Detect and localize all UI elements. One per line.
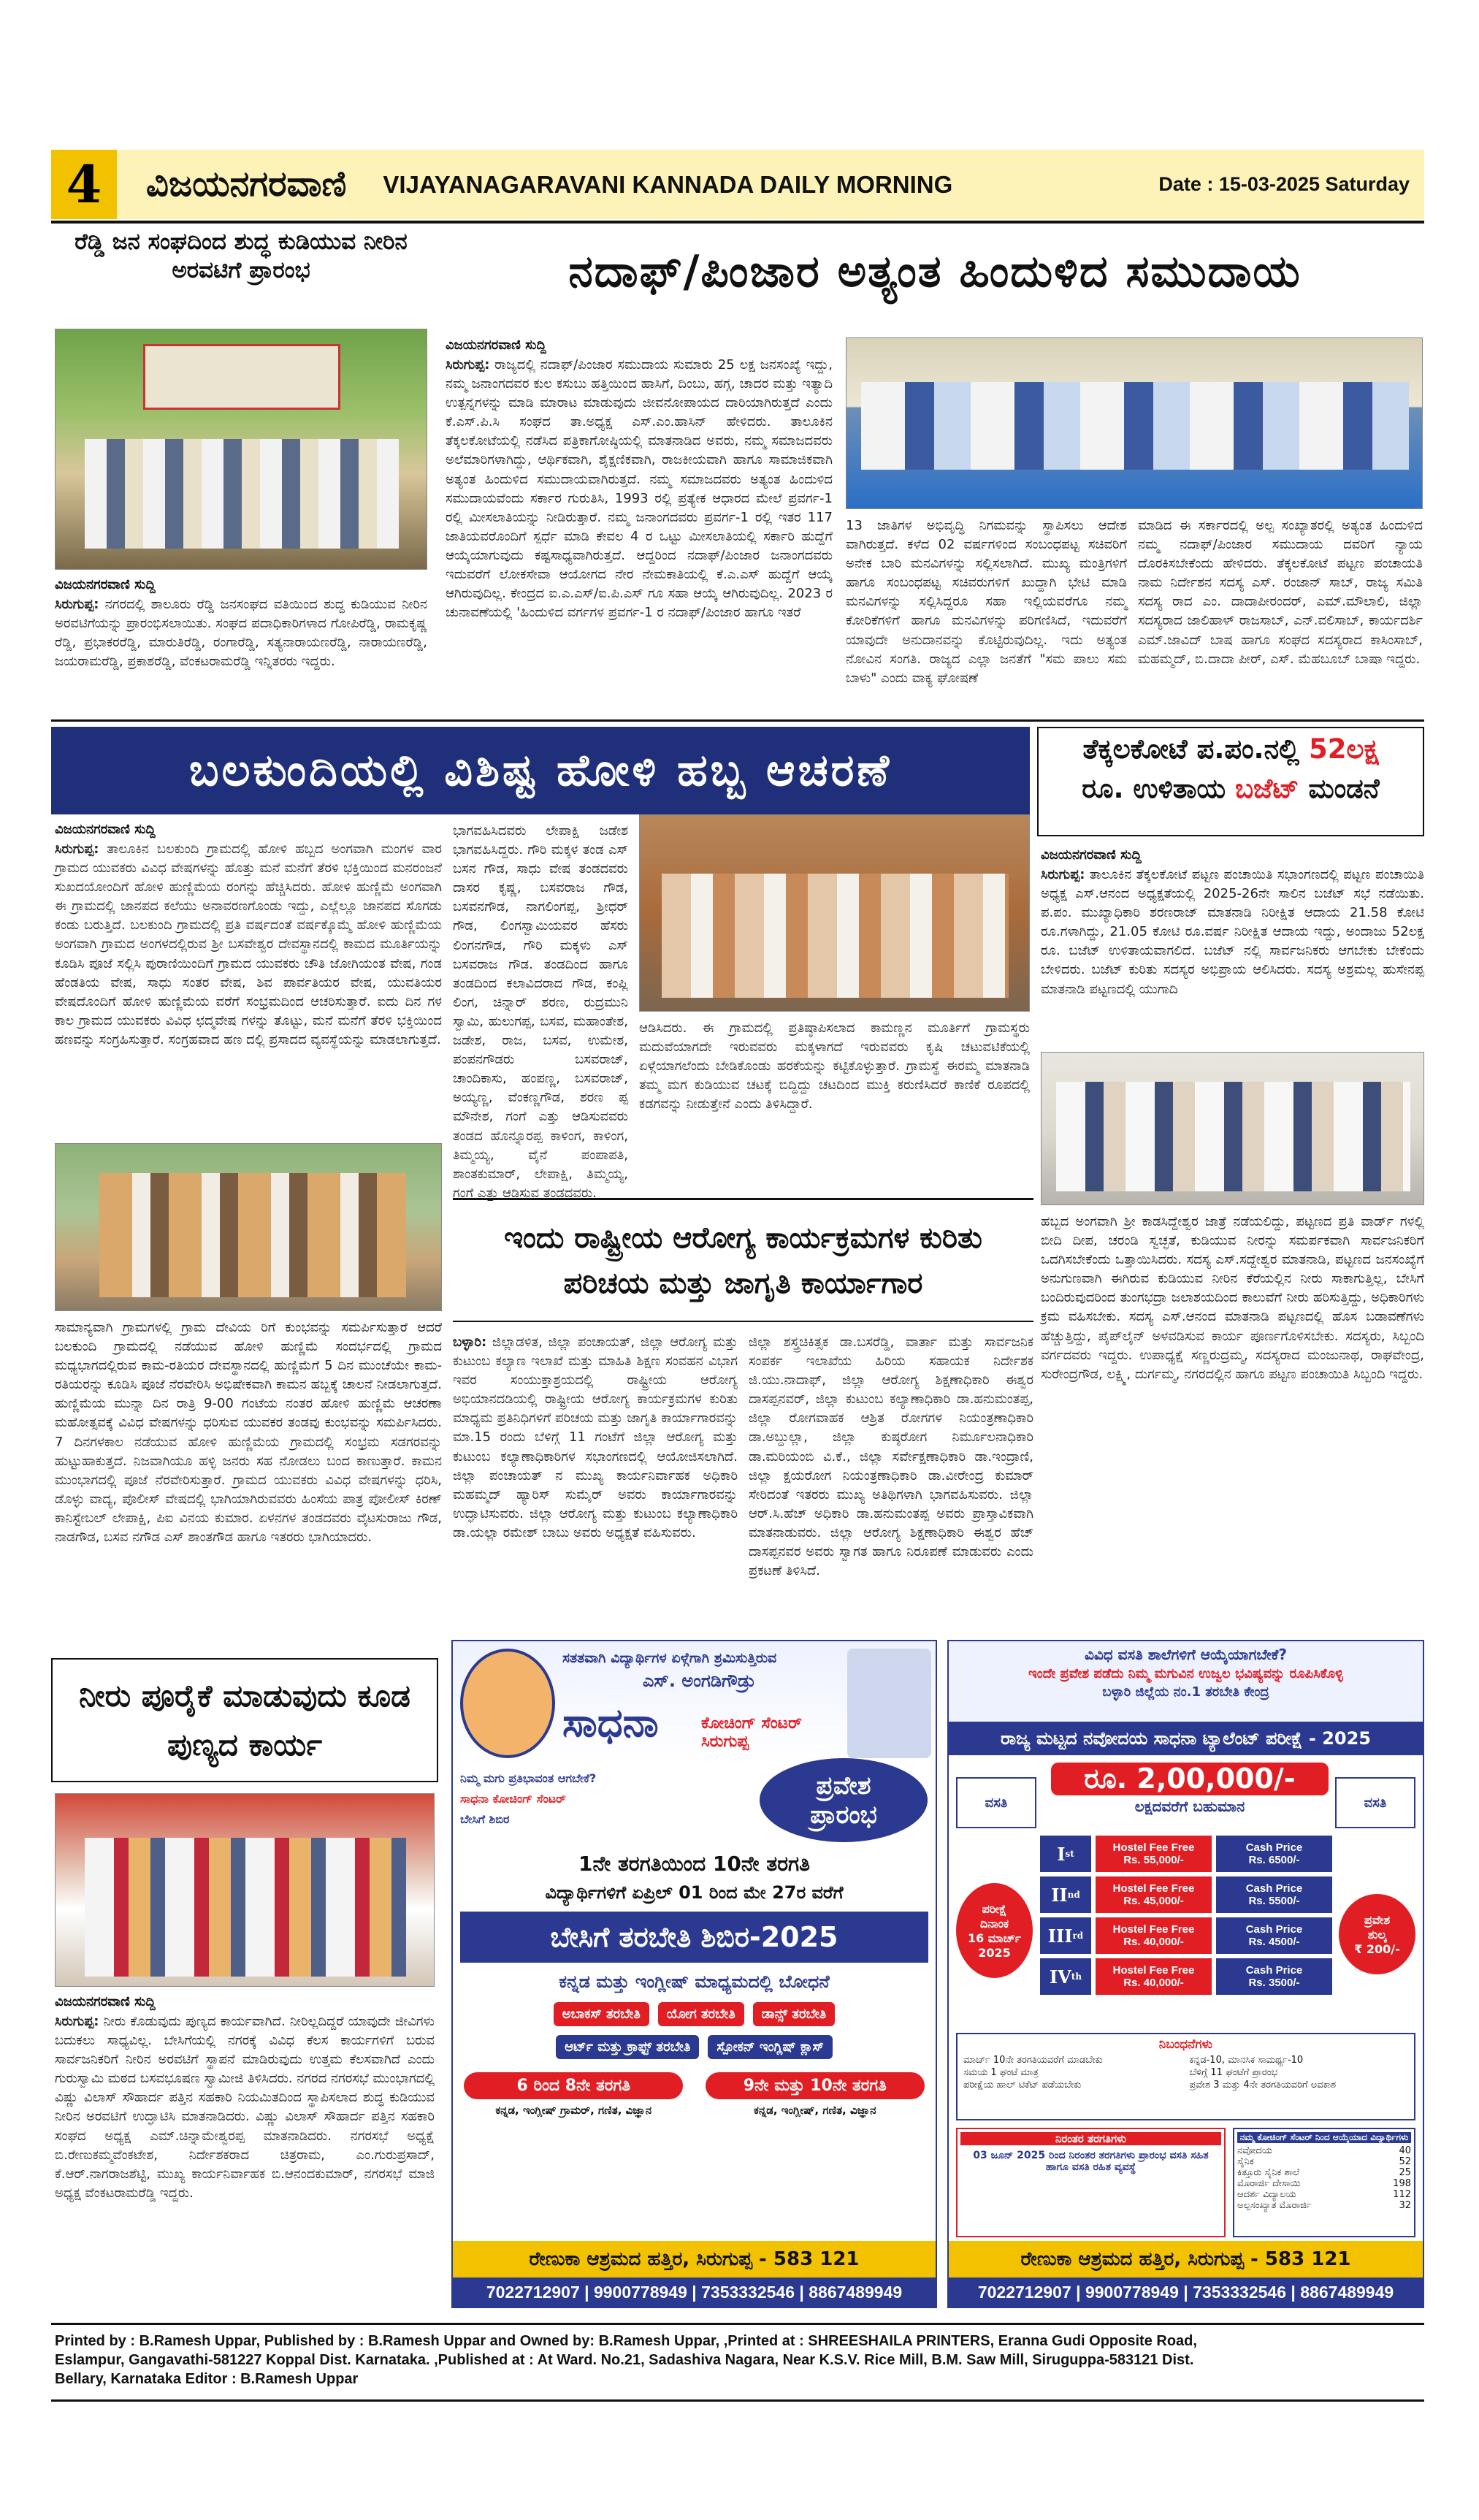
- stat-name: ನವೋದಯ: [1237, 2145, 1272, 2156]
- prize-hostel: [1096, 1958, 1212, 1995]
- article-budget-place: ಸಿರುಗುಪ್ಪ:: [1041, 867, 1085, 882]
- footer-line2: Eslampur, Gangavathi-581227 Koppal Dist. Karnataka. ,Published at : At Ward. No.21, Sadashiva Nagara, Near K.S.V. Rice Mill, B.M. Saw Mill, Siruguppa-583121 Dist.: [55, 2352, 1194, 2368]
- stat-name: ಕಿತ್ತೂರು ಸೈನಿಕ ಶಾಲೆ: [1237, 2167, 1299, 2178]
- prize-rank-suffix: rd: [1072, 1931, 1084, 1941]
- ad2-rules-box: [956, 2033, 1415, 2120]
- health-headline-box: [453, 1198, 1033, 1322]
- article-holi-headline: ಬಲಕುಂದಿಯಲ್ಲಿ ವಿಶಿಷ್ಟ ಹೋಳಿ ಹಬ್ಬ ಆಚರಣೆ: [188, 744, 893, 796]
- article-holi-text1: ತಾಲೂಕಿನ ಬಲಕುಂದಿ ಗ್ರಾಮದಲ್ಲಿ ಹೋಳಿ ಹಬ್ಬದ ಅಂಗವಾಗಿ ಮಂಗಳ ವಾರ ಗ್ರಾಮದ ಯುವಕರು ವಿವಿಧ ವೇಷಗಳನ್ನು ಹೊತ್ತು ಮನೆ ಮನೆಗೆ ತೆರಳಿ ಭಕ್ತಿಯಿಂದ ಮನರಂಜನೆ ಸುಖದಯೋಂದಿಗೆ ಹೋಳಿ ಹುಣ್ಣಿಮೆಯ ರಂಗನ್ನು ಹೆಚ್ಚಿಸಿದರು. ಹೋಳಿ ಹುಣ್ಣಿಮೆ ಅಂಗವಾಗಿ ಈ ಗ್ರಾಮದಲ್ಲಿ ಜಾನಪದ ಕಲೆಯು ಅನಾವರಣಗೊಂಡು ಇದ್ದು, ಎಲ್ಲೆಲ್ಲೂ ಜಾನಪದ ಸೊಗಡು ಕಂಡು ಬರುತ್ತಿದೆ. ಬಲಕುಂದಿ ಗ್ರಾಮದಲ್ಲಿ ಪ್ರತಿ ವರ್ಷದಂತೆ ವರ್ಷಕ್ಕೊಮ್ಮೆ ಹೋಳಿ ಹುಣ್ಣಿಮೆಯ ಅಂಗವಾಗಿ ಗ್ರಾಮದ ಅಂಗಳದಲ್ಲಿರುವ ಶ್ರೀ ಬಸವೇಶ್ವರ ದೇವಸ್ಥಾನದಲ್ಲಿ ಕಾಮದ ಮೂರ್ತಿಯನ್ನು ಕೂಡಿಸಿ ಪೂಜೆ ಸಲ್ಲಿಸಿ ಪುರಾಣಿಯಿಂದಿಗೆ ಗ್ರಾಮದ ಯುವಕರು ಚೌತಿ ಜೋಗಿಯಂತ ವೇಷ, ಗಂಡ ಹೆಂಡತಿಯ ವೇಷ, ಸಾಧು ಸಂತರ ವೇಷ, ಶಿವ ಪಾರ್ವತಿಯರ ವೇಷ, ಯುವತಿಯರ ವೇಷದೊಂದಿಗೆ ಹೋಳಿ ಹುಣ್ಣಿಮೆಯ ವರೆಗೆ ಸಂಭ್ರಮದಿಂದ ಆಚರಿಸುತ್ತಾರೆ. ಐದು ದಿನ ಗಳ ಕಾಲ ಗ್ರಾಮದ ಯುವಕರು ವಿವಿಧ ಛದ್ಮವೇಷ ಗಳನ್ನು ತೊಟ್ಟು, ಮನೆ ಮನೆಗೆ ತೆರಳಿ ಭಕ್ತಿಯಿಂದ ಹಣವನ್ನು ಸಂಗ್ರಹಿಸುತ್ತಾರೆ. ಸಂಗ್ರಹವಾದ ಹಣ ದಲ್ಲಿ ಪ್ರಸಾದದ ವ್ಯವಸ್ಥೆಯನ್ನು ಮಾಡಲಾಗುತ್ತದೆ.: [55, 841, 442, 1047]
- article-reddy-text: ನಗರದಲ್ಲಿ ಶಾಲೂರು ರೆಡ್ಡಿ ಜನಸಂಘದ ವತಿಯಿಂದ ಶುದ್ಧ ಕುಡಿಯುವ ನೀರಿನ ಅರವಟಿಗೆಯನ್ನು ಪ್ರಾರಂಭಿಸಲಾಯಿತು. ಸಂಘದ ಪದಾಧಿಕಾರಿಗಳಾದ ಗೋಪಿರೆಡ್ಡಿ, ರಾಮಕೃಷ್ಣ ರೆಡ್ಡಿ, ಪ್ರಭಾಕರರೆಡ್ಡಿ, ಮಾರುತಿರೆಡ್ಡಿ, ರಂಗಾರೆಡ್ಡಿ, ಸತ್ಯನಾರಾಯಣರೆಡ್ಡಿ, ನಾರಾಯಣರೆಡ್ಡಿ, ಜಯರಾಮರೆಡ್ಡಿ, ಪ್ರಕಾಶರೆಡ್ಡಿ, ವೆಂಕಟರಾಮರೆಡ್ಡಿ ಇನ್ನಿತರರು ಇದ್ದರು.: [55, 597, 427, 670]
- rule-item: ಸಮಯ 1 ಘಂಟೆ ಮಾತ್ರ: [963, 2067, 1039, 2078]
- stat-count: 198: [1393, 2178, 1411, 2189]
- article-budget-headline-line1: [1044, 733, 1417, 766]
- ad2-rules-list: [963, 2055, 1408, 2091]
- rule-item: ಕನ್ನಡ-10, ಮಾನಸಿಕ ಸಾಮರ್ಥ್ಯ-10: [1189, 2055, 1304, 2066]
- prize-hostel-label: Hostel Fee Free: [1112, 1882, 1195, 1895]
- masthead-title-kannada: ವಿಜಯನಗರವಾಣಿ: [146, 164, 347, 205]
- fee-line1: ಪ್ರವೇಶ: [1364, 1912, 1391, 1927]
- article-health-text1: ಜಿಲ್ಲಾಡಳಿತ, ಜಿಲ್ಲಾ ಪಂಚಾಯತ್, ಜಿಲ್ಲಾ ಆರೋಗ್ಯ ಮತ್ತು ಕುಟುಂಬ ಕಲ್ಯಾಣ ಇಲಾಖೆ ಮತ್ತು ಮಾಹಿತಿ ಶಿಕ್ಷಣ ಸಂವಹನ ವಿಭಾಗ ಇವರ ಸಂಯುಕ್ತಾಶ್ರಯದಲ್ಲಿ ರಾಷ್ಟ್ರೀಯ ಆರೋಗ್ಯ ಅಭಿಯಾನದಡಿಯಲ್ಲಿ ರಾಷ್ಟ್ರೀಯ ಆರೋಗ್ಯ ಕಾರ್ಯಕ್ರಮಗಳ ಕುರಿತು ಮಾಧ್ಯಮ ಪ್ರತಿನಿಧಿಗಳಿಗೆ ಪರಿಚಯ ಮತ್ತು ಜಾಗೃತಿ ಕಾರ್ಯಾಗಾರವನ್ನು ಮಾ.15 ರಂದು ಬೆಳಿಗ್ಗೆ 11 ಗಂಟೆಗೆ ಜಿಲ್ಲಾ ಆರೋಗ್ಯ ಮತ್ತು ಕುಟುಂಬ ಕಲ್ಯಾಣಾಧಿಕಾರಿಗಳ ಸಭಾಂಗಣದಲ್ಲಿ ಆಯೋಜಿಸಲಾಗಿದೆ. ಜಿಲ್ಲಾ ಪಂಚಾಯತ್ ನ ಮುಖ್ಯ ಕಾರ್ಯನಿರ್ವಾಹಕ ಅಧಿಕಾರಿ ಮಹಮ್ಮದ್ ಹ್ಯಾರಿಸ್ ಸುಮೈರ್ ಅವರು ಕಾರ್ಯಾಗಾರವನ್ನು ಉದ್ಘಾಟಿಸುವರು. ಜಿಲ್ಲಾ ಆರೋಗ್ಯ ಮತ್ತು ಕುಟುಂಬ ಕಲ್ಯಾಣಾಧಿಕಾರಿ ಡಾ.ಯಲ್ಲಾ ರಮೇಶ್ ಬಾಬು ಅವರು ಅಧ್ಯಕ್ಷತೆ ವಹಿಸುವರು.: [453, 1335, 738, 1540]
- article-nadaf-col1: [446, 356, 833, 714]
- prize-cash-amount: Rs. 3500/-: [1248, 1977, 1300, 1989]
- stat-count: 25: [1399, 2167, 1411, 2178]
- masthead: [51, 150, 1424, 219]
- article-holi-dateline: ವಿಜಯನಗರವಾಣಿ ಸುದ್ದಿ: [55, 822, 156, 837]
- article-health-place: ಬಳ್ಳಾರಿ:: [453, 1335, 487, 1350]
- ad1-camp-title: ಬೇಸಿಗೆ ತರಬೇತಿ ಶಿಬಿರ-2025: [460, 1912, 928, 1963]
- prize-hostel-amount: Rs. 55,000/-: [1123, 1854, 1184, 1866]
- article-budget-col2: ಹಬ್ಬದ ಅಂಗವಾಗಿ ಶ್ರೀ ಕಾಡಸಿದ್ದೇಶ್ವರ ಜಾತ್ರೆ ನಡೆಯಲಿದ್ದು, ಪಟ್ಟಣದ ಪ್ರತಿ ವಾರ್ಡ್ ಗಳಲ್ಲಿ ಬೀದಿ ದೀಪ, ಚರಂಡಿ ಸ್ವಚ್ಛತೆ, ಕುಡಿಯುವ ನೀರನ್ನು ಸಮರ್ಪಕವಾಗಿ ಸಾರ್ವಜನಿಕರಿಗೆ ಒದಗಿಸಬೇಕೆಂದು ಒತ್ತಾಯಿಸಿದರು. ಸದಸ್ಯ ಎಸ್.ಸದ್ದೇಶ್ವರ ಮಾತನಾಡಿ, ಪಟ್ಟಣದ ಜನಸಂಖ್ಯೆಗೆ ಅನುಗುಣವಾಗಿ ಈಗಿರುವ ಕುಡಿಯುವ ನೀರಿನ ಕೆರೆಯಲ್ಲಿನ ನೀರು ಸಾಕಾಗುತ್ತಿಲ್ಲ, ಬೇಸಿಗೆ ಬಂದಿರುವುದರಿಂದ ತುಂಗಭದ್ರಾ ಜಲಾಶಯದಿಂದ ಕಾಲುವೆಗೆ ನೀರು ಹರಿಸುತ್ತಿದ್ದು, ಅಧಿಕಾರಿಗಳು ಕ್ರಮ ವಹಿಸಬೇಕು. ಸದಸ್ಯ ಎಸ್.ಆನಂದ ಮಾತನಾಡಿ ಪಟ್ಟಣದಲ್ಲಿ ಹೊಸ ಬಡಾವಣೆಗಳು ಹೆಚ್ಚುತ್ತಿದ್ದು, ಪೈಪ್‌ಲೈನ್ ಅಳವಡಿಸುವ ಕಾರ್ಯ ಪೂರ್ಣಗೊಳಿಸಬೇಕು. ಸದಸ್ಯರು, ಸಿಬ್ಬಂದಿ ವರ್ಗದವರು ಇದ್ದರು. ಉಪಾಧ್ಯಕ್ಷೆ ಸಣ್ಣರುದ್ರಮ್ಮ, ಸದಸ್ಯರಾದ ಮಂಜುನಾಥ, ರಾಘವೇಂದ್ರ, ಸುರೇಂದ್ರಗೌಡ, ಲಕ್ಷ್ಮಿ, ದುರ್ಗಮ್ಮ, ನಗರದಲ್ಲಿನ ಹಾಗೂ ಪಟ್ಟಣ ಪಂಚಾಯಿತಿ ಸಿಬ್ಬಂದಿ ಇದ್ದರು.: [1041, 1214, 1424, 1382]
- ad1-brand: ಸಾಧನಾ: [562, 1700, 659, 1746]
- footer-bottom-rule: [51, 2399, 1424, 2402]
- prize-rank-suffix: th: [1071, 1971, 1082, 1982]
- prize-hostel-amount: Rs. 40,000/-: [1123, 1977, 1184, 1989]
- ad1-admission-word1: ಪ್ರವೇಶ: [816, 1771, 871, 1801]
- prize-cash: [1216, 1958, 1332, 1995]
- masthead-date: Date : 15-03-2025 Saturday: [1158, 173, 1410, 195]
- council-members-in-photo: [1056, 1082, 1410, 1191]
- article-reddy-place: ಸಿರುಗುಪ್ಪ:: [55, 597, 99, 612]
- course-dance: ಡಾನ್ಸ್ ತರಬೇತಿ: [753, 2002, 835, 2026]
- batch2-title: 9ನೇ ಮತ್ತು 10ನೇ ತರಗತಿ: [706, 2072, 925, 2099]
- ad1-top-line: ಸತತವಾಗಿ ವಿದ್ಯಾರ್ಥಿಗಳ ಏಳ್ಗೆಗಾಗಿ ಶ್ರಮಿಸುತ್ತಿರುವ: [562, 1650, 777, 1666]
- article-health-headline: ಇಂದು ರಾಷ್ಟ್ರೀಯ ಆರೋಗ್ಯ ಕಾರ್ಯಕ್ರಮಗಳ ಕುರಿತು ಪರಿಚಯ ಮತ್ತು ಜಾಗೃತಿ ಕಾರ್ಯಾಗಾರ: [504, 1221, 982, 1300]
- ad2-phones: 7022712907 | 9900778949 | 7353332546 | 8867489949: [949, 2277, 1423, 2307]
- prize-cash-label: Cash Price: [1245, 1882, 1303, 1895]
- footer-line3: Bellary, Karnataka Editor : B.Ramesh Uppar: [55, 2371, 359, 2387]
- prize-row: [1040, 1876, 1332, 1913]
- prize-cash-label: Cash Price: [1245, 1923, 1303, 1936]
- article-nadaf-text1: ರಾಜ್ಯದಲ್ಲಿ ನದಾಫ್/ಪಿಂಜಾರ ಸಮುದಾಯ ಸುಮಾರು 25 ಲಕ್ಷ ಜನಸಂಖ್ಯೆ ಇದ್ದು, ನಮ್ಮ ಜನಾಂಗದವರ ಕುಲ ಕಸುಬು ಹತ್ತಿಯಿಂದ ಹಾಸಿಗೆ, ದಿಂಬು, ಹಗ್ಗ, ಚಾದರ ಮತ್ತು ಇತ್ಯಾದಿ ಉತ್ಪನ್ನಗಳನ್ನು ಮಾಡಿ ಮಾರಾಟ ಮಾಡುವುದು ಜೀವನೋಪಾಯದ ದಾರಿಯಾಗಿರುತ್ತದೆ ಎಂದು ಕೆ.ಎಸ್.ಪಿ.ಸಿ ಸಂಘದ ತಾ.ಅಧ್ಯಕ್ಷ ಎಸ್.ಎಂ.ಹಾಸಿನ್ ಹೇಳಿದರು. ತಾಲೂಕಿನ ತೆಕ್ಕಲಕೋಟೆಯಲ್ಲಿ ನಡೆಸಿದ ಪತ್ರಿಕಾಗೋಷ್ಠಿಯಲ್ಲಿ ಮಾತನಾಡಿದ ಅವರು, ನಮ್ಮ ಸಮಾಜದವರು ಅಲೆಮಾರಿಗಳಾಗಿದ್ದು, ಆರ್ಥಿಕವಾಗಿ, ಶೈಕ್ಷಣಿಕವಾಗಿ, ರಾಜಕೀಯವಾಗಿ ಹಾಗೂ ಸಾಮಾಜಿಕವಾಗಿ ಅತ್ಯಂತ ಹಿಂದುಳಿದ ಸಮುದಾಯವಾಗಿರುತ್ತದೆ. ನಮ್ಮ ಸಮಾಜದವರು ಅತ್ಯಂತ ಹಿಂದುಳಿದ ಸಮುದಾಯವೆಂದು ಸರ್ಕಾರ ಗುರುತಿಸಿ, 1993 ರಲ್ಲಿ ಪ್ರತ್ಯೇಕ ಆಧಾರದ ಮೇಲೆ ಪ್ರವರ್ಗ-1 ರಲ್ಲಿ ಮೀಸಲಾತಿಯನ್ನು ನೀಡಿರುತ್ತಾರೆ. ನಮ್ಮ ಜನಾಂಗದವರು ಪ್ರವರ್ಗ-1 ರಲ್ಲಿ ಇತರ 117 ಜಾತಿಯವರೊಂದಿಗೆ ಸ್ಪರ್ಧೆ ಮಾಡಿ ಕೇವಲ 4 ರ ಒಟ್ಟು ಮೀಸಲಾತಿಯಲ್ಲಿ ಸರ್ಕಾರಿ ಹುದ್ದೆಗೆ ಆಯ್ಕೆಯಾಗುವುದು ಕಷ್ಟಸಾಧ್ಯವಾಗಿರುತ್ತದೆ. ಆದ್ದರಿಂದ ನದಾಫ್/ಪಿಂಜಾರ ಜನಾಂಗದವರು ಇದುವರೆಗೆ ಲೋಕಸೇವಾ ಆಯೋಗದ ನೇರ ನೇಮಕಾತಿಯಲ್ಲಿ ಕೆ.ಎ.ಎಸ್ ಹುದ್ದೆಗೆ ಆಯ್ಕೆ ಆಗಿರುವುದಿಲ್ಲ. ಕೇಂದ್ರದ ಐ.ಎ.ಎಸ್/ಐ.ಪಿ.ಎಸ್ ಗೂ ಸಹಾ ಆಯ್ಕೆ ಆಗಿರುವುದಿಲ್ಲ. 2023 ರ ಚುನಾವಣೆಯಲ್ಲಿ 'ಹಿಂದುಳಿದ ವರ್ಗಗಳ ಪ್ರವರ್ಗ-1 ರ ನದಾಫ್/ಪಿಂಜಾರ ಹಾಗೂ ಇತರೆ: [446, 357, 833, 621]
- course-spoken-english: ಸ್ಪೋಕನ್ ಇಂಗ್ಲಿಷ್ ಕ್ಲಾಸ್: [708, 2035, 833, 2059]
- stat-name: ಆದರ್ಶ ವಿದ್ಯಾಲಯ: [1237, 2189, 1296, 2200]
- prize-row: [1040, 1836, 1332, 1872]
- rule-item: ಬೆಳಿಗ್ಗೆ 11 ಘಂಟೆಗೆ ಪ್ರಾರಂಭ: [1189, 2067, 1278, 2078]
- ad2-fee-badge: [1339, 1894, 1415, 1974]
- prize-cash: [1216, 1836, 1332, 1872]
- article-nadaf-headline: ನದಾಫ್/ಪಿಂಜಾರ ಅತ್ಯಂತ ಹಿಂದುಳಿದ ಸಮುದಾಯ: [568, 246, 1302, 297]
- prize-rank-text: IV: [1049, 1966, 1071, 1988]
- ad2-top2: ಇಂದೇ ಪ್ರವೇಶ ಪಡೆದು ನಿಮ್ಮ ಮಗುವಿನ ಉಜ್ವಲ ಭವಿಷ್ಯವನ್ನು ರೂಪಿಸಿಕೊಳ್ಳಿ: [1028, 1666, 1343, 1681]
- article-budget-col1: [1041, 866, 1424, 1045]
- article-health-col2: ಜಿಲ್ಲಾ ಶಸ್ತ್ರಚಿಕಿತ್ಸಕ ಡಾ.ಬಸರೆಡ್ಡಿ, ವಾರ್ತಾ ಮತ್ತು ಸಾರ್ವಜನಿಕ ಸಂಪರ್ಕ ಇಲಾಖೆಯ ಹಿರಿಯ ಸಹಾಯಕ ನಿರ್ದೇಶಕ ಜಿ.ಯು.ನಾದಾಫ್, ಜಿಲ್ಲಾ ಆರೋಗ್ಯ ಶಿಕ್ಷಣಾಧಿಕಾರಿ ಈಶ್ವರ ದಾಸಪ್ಪನವರ್, ಜಿಲ್ಲಾ ಕುಟುಂಬ ಕಲ್ಯಾಣಾಧಿಕಾರಿ ಡಾ.ಹನುಮಂತಪ್ಪ, ಜಿಲ್ಲಾ ರೋಗವಾಹಕ ಆಶ್ರಿತ ರೋಗಗಳ ನಿಯಂತ್ರಣಾಧಿಕಾರಿ ಡಾ.ಅಬ್ದುಲ್ಲಾ, ಜಿಲ್ಲಾ ಕುಷ್ಠರೋಗ ನಿರ್ಮೂಲನಾಧಿಕಾರಿ ಡಾ.ಮರಿಯಂಬಿ ವಿ.ಕೆ., ಜಿಲ್ಲಾ ಸರ್ವೇಕ್ಷಣಾಧಿಕಾರಿ ಡಾ.ಇಂದ್ರಾಣಿ, ಜಿಲ್ಲಾ ಕ್ಷಯರೋಗ ನಿಯಂತ್ರಣಾಧಿಕಾರಿ ಡಾ.ವೀರೇಂದ್ರ ಕುಮಾರ್ ಸೇರಿದಂತೆ ಇತರರು ಮುಖ್ಯ ಅತಿಥಿಗಳಾಗಿ ಭಾಗವಹಿಸುವರು. ಜಿಲ್ಲಾ ಆರ್.ಸಿ.ಹೆಚ್ ಅಧಿಕಾರಿ ಡಾ.ಹನುಮಂತಪ್ಪ ಅವರು ಪ್ರಾಸ್ತಾವಿಕವಾಗಿ ಮಾತನಾಡುವರು. ಜಿಲ್ಲಾ ಆರೋಗ್ಯ ಶಿಕ್ಷಣಾಧಿಕಾರಿ ಈಶ್ವರ ಹೆಚ್ ದಾಸಪ್ಪನವರ ಅವರು ಸ್ವಾಗತ ಹಾಗೂ ನಿರೂಪಣೆ ಮಾಡುವರು ಎಂದು ಪ್ರಕಟಣೆ ತಿಳಿಸಿದೆ.: [749, 1335, 1033, 1579]
- ad-navodaya-talent-exam: [947, 1640, 1424, 2308]
- stat-row: [1237, 2145, 1411, 2156]
- section-rule: [51, 719, 1424, 722]
- article-water-body: [55, 2012, 435, 2308]
- budget-headline-part2: ರೂ. ಉಳಿತಾಯ: [1082, 773, 1235, 805]
- banner-in-photo: [143, 344, 340, 410]
- ad1-class-range: 1ನೇ ತರಗತಿಯಿಂದ 10ನೇ ತರಗತಿ: [578, 1852, 811, 1876]
- rule-item: ಪ್ರವೇಶ 3 ಮತ್ತು 4ನೇ ತರಗತಿಯವರಿಗೆ ಅವಕಾಶ: [1189, 2080, 1337, 2091]
- stat-row: [1237, 2200, 1411, 2211]
- ad-sadhana-coaching: [451, 1640, 937, 2308]
- ad1-batch-1: [464, 2072, 683, 2117]
- exam-date-line1: ಪರೀಕ್ಷೆ: [982, 1901, 1007, 1916]
- ad2-prize-table: [1040, 1836, 1332, 1999]
- article-reddy-dateline: ವಿಜಯನಗರವಾಣಿ ಸುದ್ದಿ: [55, 577, 156, 592]
- prize-hostel-label: Hostel Fee Free: [1112, 1841, 1195, 1854]
- ad2-continuous-box: [956, 2128, 1226, 2237]
- prize-rank: [1040, 1876, 1091, 1913]
- ad2-exam-date-badge: [956, 1883, 1033, 1978]
- article-budget-dateline: ವಿಜಯನಗರವಾಣಿ ಸುದ್ದಿ: [1041, 847, 1142, 863]
- ad2-cont-text: 03 ಜೂನ್ 2025 ರಿಂದ ನಿರಂತರ ತರಗತಿಗಳು ಪ್ರಾರಂಭ ವಸತಿ ಸಹಿತ ಹಾಗೂ ವಸತಿ ರಹಿತ ವ್ಯವಸ್ಥೆ: [973, 2150, 1209, 2173]
- prize-rank-text: I: [1057, 1843, 1066, 1865]
- ad1-courses-row2: [453, 2035, 936, 2059]
- stat-name: ಮೊರಾರ್ಜಿ ದೇಸಾಯಿ: [1237, 2178, 1301, 2189]
- ad1-dates: ವಿದ್ಯಾರ್ಥಿಗಳಿಗೆ ಏಪ್ರಿಲ್ 01 ರಿಂದ ಮೇ 27ರ ವರೆಗೆ: [545, 1882, 844, 1903]
- fee-line2: ಶುಲ್ಕ: [1367, 1927, 1387, 1941]
- ad1-header: [453, 1641, 936, 1765]
- footer-imprint: [55, 2332, 1421, 2389]
- prize-hostel: [1096, 1836, 1212, 1872]
- budget-headline-budget-word: ಬಜೆಟ್: [1235, 773, 1299, 805]
- performers-in-photo: [99, 1173, 406, 1297]
- article-water-place: ಸಿರುಗುಪ್ಪ:: [55, 2014, 99, 2029]
- prize-cash-amount: Rs. 5500/-: [1248, 1895, 1300, 1907]
- stat-name: ಸೈನಿಕ: [1237, 2156, 1254, 2167]
- ad2-top1: ವಿವಿಧ ವಸತಿ ಶಾಲೆಗಳಿಗೆ ಆಯ್ಕೆಯಾಗಬೇಕೆ?: [1084, 1646, 1288, 1663]
- stat-name: ಅಲ್ಪಸಂಖ್ಯಾತ ಮೊರಾರ್ಜಿ: [1237, 2200, 1312, 2211]
- inauguration-people-in-photo: [85, 1838, 406, 1977]
- founder-photo: [460, 1649, 555, 1758]
- people-in-photo: [85, 439, 399, 549]
- fee-line3: ₹ 200/-: [1354, 1941, 1400, 1956]
- ad1-intro: [453, 1765, 936, 1846]
- stat-count: 32: [1399, 2200, 1411, 2211]
- article-water-photo: [55, 1793, 435, 1987]
- exam-date-line2: ದಿನಾಂಕ: [979, 1916, 1009, 1931]
- prize-row: [1040, 1958, 1332, 1995]
- prize-cash-amount: Rs. 4500/-: [1248, 1936, 1300, 1948]
- rule-item: ಮಾರ್ಚ್ 10ನೇ ತರಗತಿಯವರೆಗೆ ಮಾಡಬೇಕು: [963, 2055, 1103, 2066]
- ad1-address: ರೇಣುಕಾ ಆಶ್ರಮದ ಹತ್ತಿರ, ಸಿರುಗುಪ್ಪ - 583 121: [453, 2241, 936, 2277]
- stat-row: [1237, 2156, 1411, 2167]
- ad2-right-tag: ವಸತಿ: [1335, 1777, 1415, 1828]
- ad2-stats-list: [1237, 2145, 1411, 2211]
- costumed-youths-in-photo: [662, 874, 1009, 998]
- prize-cash-amount: Rs. 6500/-: [1248, 1854, 1300, 1866]
- prize-rank: [1040, 1958, 1091, 1995]
- batch1-subjects: ಕನ್ನಡ, ಇಂಗ್ಲೀಷ್ ಗ್ರಾಮರ್, ಗಣಿತ, ವಿಜ್ಞಾನ: [495, 2104, 652, 2117]
- prize-rank-text: II: [1051, 1884, 1068, 1906]
- ad2-prize-total: ರೂ. 2,00,000/-: [1051, 1763, 1329, 1795]
- article-holi-col1: [55, 840, 442, 1139]
- article-holi-photo-group: [639, 814, 1030, 1012]
- prize-rank: [1040, 1917, 1091, 1954]
- article-water-headline: ನೀರು ಪೂರೈಕೆ ಮಾಡುವುದು ಕೂಡ ಪುಣ್ಯದ ಕಾರ್ಯ: [79, 1677, 410, 1763]
- ad2-stats-title: ನಮ್ಮ ಕೋಚಿಂಗ್ ಸೆಂಟರ್ ನಿಂದ ಆಯ್ಕೆಯಾದ ವಿದ್ಯಾರ್ಥಿಗಳು: [1237, 2132, 1411, 2143]
- ad2-rules-title: ನಿಬಂಧನೆಗಳು: [1158, 2037, 1213, 2052]
- prize-cash: [1216, 1876, 1332, 1913]
- ad2-header: [949, 1641, 1423, 1722]
- course-art-craft: ಆರ್ಟ್ ಮತ್ತು ಕ್ರಾಫ್ಟ್ ತರಬೇತಿ: [556, 2035, 699, 2059]
- prize-rank-suffix: st: [1065, 1849, 1074, 1859]
- ad2-prize-word: ಲಕ್ಷದವರೆಗೆ ಬಹುಮಾನ: [1134, 1798, 1245, 1815]
- ad2-left-tag: ವಸತಿ: [956, 1777, 1036, 1828]
- prize-hostel: [1096, 1876, 1212, 1913]
- budget-headline-amount: 52ಲಕ್ಷ: [1309, 733, 1379, 765]
- stat-row: [1237, 2178, 1411, 2189]
- ad1-phones: 7022712907 | 9900778949 | 7353332546 | 8867489949: [453, 2277, 936, 2307]
- footer-rule: [51, 2323, 1424, 2325]
- prize-row: [1040, 1917, 1332, 1954]
- ad2-address: ರೇಣುಕಾ ಆಶ್ರಮದ ಹತ್ತಿರ, ಸಿರುಗುಪ್ಪ - 583 121: [949, 2241, 1423, 2277]
- ad2-stats-box: [1233, 2128, 1415, 2237]
- water-headline-box: [51, 1658, 438, 1782]
- ad2-top3: ಬಳ್ಳಾರಿ ಜಿಲ್ಲೆಯ ನಂ.1 ತರಬೇತಿ ಕೇಂದ್ರ: [1102, 1684, 1269, 1700]
- prize-hostel-amount: Rs. 45,000/-: [1123, 1895, 1184, 1907]
- rule-item: ಪರೀಕ್ಷೆಯ ಹಾಲ್ ಟಿಕೆಟ್ ಪಡೆಯಬೇಕು: [963, 2080, 1082, 2091]
- course-abacus: ಅಬಾಕಸ್ ತರಬೇತಿ: [554, 2002, 649, 2026]
- masthead-rule: [51, 221, 1424, 224]
- footer-line1: Printed by : B.Ramesh Uppar, Published by : B.Ramesh Uppar and Owned by: B.Ramesh Uppar, ,Printed at : SHREESHAILA PRINTERS, Eranna Gudi Opposite Road,: [55, 2333, 1197, 2349]
- batch2-subjects: ಕನ್ನಡ, ಇಂಗ್ಲೀಷ್, ಗಣಿತ, ವಿಜ್ಞಾನ: [754, 2104, 876, 2117]
- prize-hostel-amount: Rs. 40,000/-: [1123, 1936, 1184, 1948]
- article-budget-headline-line2: [1044, 772, 1417, 806]
- batch1-title: 6 ರಿಂದ 8ನೇ ತರಗತಿ: [464, 2072, 683, 2099]
- ad1-admission-badge: [760, 1758, 928, 1842]
- budget-headline-part1: ತೆಕ್ಕಲಕೋಟೆ ಪ.ಪಂ.ನಲ್ಲಿ: [1082, 733, 1310, 765]
- prize-rank: [1040, 1836, 1091, 1872]
- article-budget-text1: ತಾಲೂಕಿನ ತೆಕ್ಕಲಕೋಟೆ ಪಟ್ಟಣ ಪಂಚಾಯಿತಿ ಸಭಾಂಗಣದಲ್ಲಿ ಪಟ್ಟಣ ಪಂಚಾಯಿತಿ ಅಧ್ಯಕ್ಷ ಎಸ್.ಆನಂದ ಅಧ್ಯಕ್ಷತೆಯಲ್ಲಿ 2025-26ನೇ ಸಾಲಿನ ಬಜೆಟ್ ಸಭೆ ನಡೆಯಿತು. ಪ.ಪಂ. ಮುಖ್ಯಾಧಿಕಾರಿ ಶರಣರಾಜ್ ಮಾತನಾಡಿ ನಿರೀಕ್ಷಿತ ಆದಾಯ 21.58 ಕೋಟಿ ರೂ.ಗಳಾಗಿದ್ದು, 21.05 ಕೋಟಿ ರೂ.ವರ್ಷ ನಿರೀಕ್ಷಿತ ಆದಾಯ ಇದ್ದು, ಅಂದಾಜು 52ಲಕ್ಷ ರೂ. ಬಜೆಟ್ ಉಳಿತಾಯವಾಗಲಿದೆ. ಬಜೆಟ್ ನಲ್ಲಿ ಸಾರ್ವಜನಿಕರು ಆಗಬೇಕು ಬೇಕೆಂದು ಬೇಳಿದರು. ಬಜೆಟ್ ಕುರಿತು ಸದಸ್ಯರ ಅಭಿಪ್ರಾಯ ಆಲಿಸಿದರು. ಸದಸ್ಯ ಅಶ್ರಮಲ್ಲ ಹುಸೇನಪ್ಪ ಮಾತನಾಡಿ ಪಟ್ಟಣದಲ್ಲಿ ಯುಗಾದಿ: [1041, 867, 1424, 997]
- ad1-batch-2: [706, 2072, 925, 2117]
- article-nadaf-dateline: ವಿಜಯನಗರವಾಣಿ ಸುದ್ದಿ: [446, 337, 546, 353]
- ad2-exam-title: ರಾಜ್ಯ ಮಟ್ಟದ ನವೋದಯ ಸಾಧನಾ ಟ್ಯಾಲೆಂಟ್ ಪರೀಕ್ಷೆ - 2025: [949, 1722, 1423, 1755]
- exam-date-line4: 2025: [978, 1945, 1011, 1960]
- ad1-admission-word2: ಪ್ರಾರಂಭ: [810, 1800, 877, 1830]
- article-budget-photo: [1041, 1052, 1424, 1205]
- article-health-col1: [453, 1333, 738, 1640]
- article-nadaf-col2: 13 ಜಾತಿಗಳ ಅಭಿವೃದ್ಧಿ ನಿಗಮವನ್ನು ಸ್ಥಾಪಿಸಲು ಆದೇಶ ವಾಗಿರುತ್ತದೆ. ಕಳೆದ 02 ವರ್ಷಗಳಿಂದ ಸಂಬಂಧಪಟ್ಟ ಸಚಿವರಿಗೆ ಅನೇಕ ಬಾರಿ ಮನವಿಗಳನ್ನು ಸಲ್ಲಿಸಲಾಗಿದೆ. ಮುಖ್ಯ ಮಂತ್ರಿಗಳಿಗೆ ಹಾಗೂ ಸಂಬಂಧಪಟ್ಟ ಸಚಿವರುಗಳಿಗೆ ಖುದ್ದಾಗಿ ಭೇಟಿ ಮಾಡಿ ಮನವಿಗಳನ್ನು ಸಲ್ಲಿಸಿದ್ದರೂ ಸಹಾ ಇಲ್ಲಿಯವರೆಗೂ ನಮ್ಮ ಕೋರಿಕೆಗಳಿಗೆ ಹಾಗೂ ಮನವಿಗಳನ್ನು ಪರಿಗಣಿಸಿದೆ, ಇದುವರೆಗೆ ಯಾವುದೇ ಅನುದಾನವನ್ನು ಕೊಟ್ಟಿರುವುದಿಲ್ಲ. ಇದು ಅತ್ಯಂತ ನೋವಿನ ಸಂಗತಿ. ರಾಜ್ಯದ ಎಲ್ಲಾ ಜನತೆಗೆ "ಸಮ ಪಾಲು ಸಮ ಬಾಳು" ಎಂದು ವಾಕ್ಯ ಘೋಷಣೆ: [846, 518, 1127, 686]
- prize-hostel: [1096, 1917, 1212, 1954]
- course-yoga: ಯೋಗ ತರಬೇತಿ: [658, 2002, 744, 2026]
- ad1-question2: ಸಾಧನಾ ಕೋಚಿಂಗ್ ಸೆಂಟರ್: [460, 1792, 566, 1806]
- masthead-title-english: VIJAYANAGARAVANI KANNADA DAILY MORNING: [383, 170, 953, 198]
- stat-count: 40: [1399, 2145, 1411, 2156]
- prize-cash: [1216, 1917, 1332, 1954]
- stat-row: [1237, 2167, 1411, 2178]
- article-water-text: ನೀರು ಕೊಡುವುದು ಪುಣ್ಯದ ಕಾರ್ಯವಾಗಿದೆ. ನೀರಿಲ್ಲದಿದ್ದರೆ ಯಾವುದೇ ಜೀವಿಗಳು ಬದುಕಲು ಸಾಧ್ಯವಿಲ್ಲ. ಬೇಸಿಗೆಯಲ್ಲಿ ನಗರಕ್ಕೆ ವಿವಿಧ ಕೆಲಸ ಕಾರ್ಯಗಳಿಗೆ ಬರುವ ಸಾರ್ವಜನಿಕರಿಗೆ ನೀರಿನ ಅರವಟಿಗೆ ಸ್ಥಾಪನೆ ಮಾಡಿರುವುದು ಉತ್ತಮ ಕೆಲಸವಾಗಿದೆ ಎಂದು ಗುರುಸ್ವಾಮಿ ಮಠದ ಬಸವಭೂಷಣ ಸ್ವಾಮೀಜಿ ತಿಳಿಸಿದರು. ನಗರದ ನಗರಸಭೆ ಮುಂಭಾಗದಲ್ಲಿ ವಿಷ್ಣು ವಿಲಾಸ್ ಸೌಹಾರ್ದ ಪತ್ತಿನ ಸಹಕಾರಿ ನಿಯಮಿತದಿಂದ ಸ್ಥಾಪಿಸಲಾದ ಶುದ್ಧ ಕುಡಿಯುವ ನೀರಿನ ಅರವಟಿಗೆ ಉದ್ಘಾಟಿಸಿ ಮಾತನಾಡಿದರು. ವಿಷ್ಣು ವಿಲಾಸ್ ಸೌಹಾರ್ದ ಪತ್ತಿನ ಸಹಕಾರಿ ಸಂಘದ ಅಧ್ಯಕ್ಷ ಎಮ್.ಚಿನ್ನಾಮೇಶ್ವರಪ್ಪ ಮಾತನಾಡಿದರು. ನಗರಸಭೆ ಅಧ್ಯಕ್ಷೆ ಬಿ.ರೇಣುಕಮ್ಮವೆಂಕಟೇಶ, ನಿರ್ದೇಶಕರಾದ ಚಿತ್ರರಾಮ, ಎಂ.ಗುರುಪ್ರಸಾದ್, ಕೆ.ಆರ್.ನಾಗರಾಜಶೆಟ್ಟಿ, ಮುಖ್ಯ ಕಾರ್ಯನಿರ್ವಾಹಕ ಬಿ.ಆನಂದಕುಮಾರ್, ನಗರಸಭೆ ಮಾಜಿ ಅಧ್ಯಕ್ಷ ವೆಂಕಟರಾಮರೆಡ್ಡಿ ಇದ್ದರು.: [55, 2014, 435, 2201]
- holi-headline-banner: [51, 727, 1030, 814]
- article-holi-col3: ಆಡಿಸಿದರು. ಈ ಗ್ರಾಮದಲ್ಲಿ ಪ್ರತಿಷ್ಠಾಪಿಸಲಾದ ಕಾಮಣ್ಣನ ಮೂರ್ತಿಗೆ ಗ್ರಾಮಸ್ಥರು ಮದುವೆಯಾಗದೇ ಇರುವವರು ಮಕ್ಕಳಾಗದೆ ಇರುವವರು ಕೃಷಿ ಚಟುವಟಿಕೆಯಲ್ಲಿ ಏಳ್ಗೆಯಾಗಲೆಂದು ಬೇಡಿಕೊಂಡು ಹರಕೆಯನ್ನು ಕಟ್ಟಿಕೊಳ್ಳುತ್ತಾರೆ. ಗ್ರಾಮಸ್ಥೆ ಈರಮ್ಮ ಮಾತನಾಡಿ ತಮ್ಮ ಮಗ ಕುಡಿಯುವ ಚಟಕ್ಕೆ ಬಿದ್ದಿದ್ದು ಚಟದಿಂದ ಮುಕ್ತಿ ಕರುಣಿಸಿದರೆ ಕಾಣಿಕೆ ರೂಪದಲ್ಲಿ ಕಡಗವನ್ನು ನೀಡುತ್ತೇನೆ ಎಂದು ತಿಳಿಸಿದ್ದಾರೆ.: [639, 1020, 1030, 1112]
- ad2-cont-title: ನಿರಂತರ ತರಗತಿಗಳು: [960, 2132, 1221, 2145]
- article-holi-col2: ಭಾಗವಹಿಸಿದವರು ಲೇಪಾಕ್ಷಿ ಜಡೇಶ ಭಾಗವಹಿಸಿದ್ದರು. ಗೌರಿ ಮಕ್ಕಳ ತಂಡ ಎಸ್ ಬಸನ ಗೌಡ, ಸಾಧು ವೇಷ ತಂಡದವರು ದಾಸರ ಕೃಷ್ಣ, ಬಸವರಾಜ ಗೌಡ, ಬಸವನಗೌಡ, ನಾಗಲಿಂಗಪ್ಪ, ಶ್ರೀಧರ್ ಗೌಡ, ಲಿಂಗಸ್ವಾಮಿಯವರ ಹೆಸರು ಲಿಂಗನಗೌಡ, ಗೌರಿ ಮಕ್ಕಳು ಎಸ್ ಬಸವರಾಜ ಗೌಡ. ತಂಡದಿಂದ ಹಾಗೂ ತಂಡದಿಂದ ಕಲಾವಿದರಾದ ಗೌಡ, ಕಂಪ್ಲಿ ಲಿಂಗ, ಚಿನ್ನಾರ್ ಶರಣ, ರುದ್ರಮುನಿ ಸ್ವಾಮಿ, ಹುಲುಗಪ್ಪ, ಬಸವ, ಮಹಾಂತೇಶ, ಜಡೇಶ, ರಾಜ, ಬಸವ, ಉಮೇಶ, ಪಂಪನಗೌಡರು ಬಸವರಾಜ್, ಚಾಂದಿಕಾಸು, ಹಂಪಣ್ಣ, ಬಸವರಾಜ್, ಅಯ್ಯಣ್ಣ, ವೆಂಕಣ್ಣಗೌಡ, ಶರಣ ಪ್ಪ ಮೌನೇಶ, ಗಂಗೆ ಎತ್ತು ಆಡಿಸುವವರು ತಂಡದ ಹೊನ್ನೂರಪ್ಪ ಕಾಳಿಂಗ, ಕಾಳಿಂಗ, ತಿಮ್ಮಯ್ಯ, ವೈನೆ ಪಂಪಾಪತಿ, ಶಾಂತಕುಮಾರ್, ಲೇಪಾಕ್ಷಿ, ತಿಮ್ಮಯ್ಯ, ಗಂಗೆ ಎತ್ತು ಆಡಿಸುವ ತಂಡದವರು.: [453, 823, 628, 1201]
- budget-headline-part3: ಮಂಡನೆ: [1299, 773, 1380, 805]
- stat-count: 112: [1393, 2189, 1411, 2200]
- page-number: 4: [51, 150, 117, 219]
- prize-hostel-label: Hostel Fee Free: [1112, 1923, 1195, 1936]
- article-holi-col4: ಸಾಮಾನ್ಯವಾಗಿ ಗ್ರಾಮಗಳಲ್ಲಿ ಗ್ರಾಮ ದೇವಿಯ ರಿಗೆ ಕುಂಭವನ್ನು ಸಮರ್ಪಿಸುತ್ತಾರೆ ಆದರೆ ಬಲಕುಂದಿ ಗ್ರಾಮದಲ್ಲಿ ನಡೆಯುವ ಹೋಳಿ ಹುಣ್ಣಿಮೆ ಸಂದರ್ಭದಲ್ಲಿ ಗ್ರಾಮದ ಮಧ್ಯಭಾಗದಲ್ಲಿರುವ ಕಾಮ-ರತಿಯರ ದೇವಸ್ಥಾನದಲ್ಲಿ ಹುಣ್ಣಿಮೆಗೆ 5 ದಿನ ಮುಂಚೆಯೇ ಕಾಮ-ರತಿಯರನ್ನು ಕೂಡಿಸಿ ಪೂಜೆ ನೆರವೇರಿಸಿ ಅಭಿಷೇಕವಾಗಿ ಕಾಮನ ಹಬ್ಬಕ್ಕೆ ಚಾಲನೆ ನೀಡಲಾಗುತ್ತದೆ. ಹುಣ್ಣಿಮೆಯ ಮುನ್ನಾ ದಿನ ರಾತ್ರಿ 9-00 ಗಂಟೆಯ ನಂತರ ಹೋಳಿ ಹುಣ್ಣಿಮೆ ಆಚರಣಾ ಮಹೋತ್ಸವಕ್ಕೆ ವಿವಿಧ ವೇಷಗಳನ್ನು ಧರಿಸುವ ಯುವಕರ ತಂಡವು ಕುಂಭವನ್ನು ಸಮರ್ಪಿಸಿದರು. 7 ದಿನಗಳಕಾಲ ನಡೆಯುವ ಹೋಳಿ ಹುಣ್ಣಿಮೆಯ ಗ್ರಾಮದಲ್ಲಿ ಸಂಭ್ರಮ ಸಡಗರವನ್ನು ಹುಟ್ಟುಹಾಕುತ್ತದೆ. ನಿಜವಾಗಿಯೂ ಹಳ್ಳಿ ಜನರು ಸಹ ನೋಡಲು ಬಂದ ಕಾಣುತ್ತಾರೆ. ಕಾಮನ ಮುಂಭಾಗದಲ್ಲಿ ಪೂಜೆ ನೆರವೇರಿಸುತ್ತಾರೆ. ಗ್ರಾಮದ ಯುವಕರು ವಿವಿಧ ವೇಷಗಳನ್ನು ಧರಿಸಿ, ಡೊಳ್ಳು ವಾದ್ಯ, ಪೊಲೀಸ್ ವೇಷದಲ್ಲಿ ಭಾಗಿಯಾಗಿರುವವರು ಹಿಂಸೆಯ ಪಾತ್ರ ಪೋಲೀಸ್ ಕಿರಣ್ ಕಾನಿಸ್ಟೇಬಲ್ ಲೇಪಾಕ್ಷಿ, ಪಿಐ ವಿನಯ ಕುಮಾರ. ಏಳನಗಳ ತಂಡದವರು ವೈಟಸುರಾಜು ಗೌಡ, ನಾಡಗೌಡ, ಬಸವ ನಗೌಡ ಎಸ್ ಶಾಂತಗೌಡ ಹಾಗೂ ಇತರರು ಭಾಗಿಯಾದರು.: [55, 1320, 442, 1546]
- prize-cash-label: Cash Price: [1245, 1964, 1303, 1977]
- ad2-prize-area: [949, 1755, 1423, 2033]
- ad1-batches: [453, 2072, 936, 2117]
- article-nadaf-photo: [846, 337, 1423, 509]
- article-holi-photo-performers: [55, 1143, 442, 1311]
- ad2-prize-headline: [1051, 1763, 1329, 1821]
- budget-headline-box: [1037, 727, 1424, 836]
- article-water-dateline: ವಿಜಯನಗರವಾಣಿ ಸುದ್ದಿ: [55, 1994, 156, 2009]
- article-holi-place: ಸಿರುಗುಪ್ಪ:: [55, 841, 99, 857]
- article-reddy-body: [55, 595, 427, 716]
- ad1-courses-row1: [453, 2002, 936, 2026]
- prize-cash-label: Cash Price: [1245, 1841, 1303, 1854]
- article-nadaf-col3: ಮಾಡಿದ ಈ ಸರ್ಕಾರದಲ್ಲಿ ಅಲ್ಪ ಸಂಖ್ಯಾತರಲ್ಲಿ ಅತ್ಯಂತ ಹಿಂದುಳಿದ ನಮ್ಮ ನದಾಫ್/ಪಿಂಜಾರ ಸಮುದಾಯ ದವರಿಗೆ ನ್ಯಾಯ ದೊರಕಿಸಬೇಕೆಂದು ಹೇಳಿದರು. ತೆಕ್ಕಲಕೋಟೆ ಪಟ್ಟಣ ಪಂಚಾಯತಿ ನಾಮ ನಿರ್ದೇಶನ ಸದಸ್ಯ ಎಸ್. ರಂಜಾನ್ ಸಾಬ್, ರಾಜ್ಯ ಸಮಿತಿ ಸದಸ್ಯ ರಾದ ಎಂ. ದಾದಾಪೀರಂದರ್, ಎಮ್.ಮೌಲಾಲಿ, ಜಿಲ್ಲಾ ಸದಸ್ಯರಾದ ಜಾಲಿಹಾಳ್ ರಾಜಸಾಬ್, ಎನ್.ವಲಿಸಾಬ್, ಕಾರ್ಯದರ್ಶಿ ಎಮ್.ಜಾವಿದ್ ಬಾಷ ಹಾಗೂ ಸಂಘದ ಸದಸ್ಯರಾದ ಕಾಸಿಂಸಾಬ್, ಮಹಮ್ಮದ್, ಬಿ.ದಾದಾ ಪೀರ್, ಎಸ್. ಮೆಹಬೂಬ್ ಬಾಷಾ ಇದ್ದರು.: [1138, 518, 1423, 667]
- ad1-brand-sub: ಕೋಚಿಂಗ್ ಸೆಂಟರ್ ಸಿರುಗುಪ್ಪ: [701, 1714, 802, 1751]
- article-nadaf-place: ಸಿರುಗುಪ್ಪ:: [446, 357, 490, 373]
- ad1-question: ನಿಮ್ಮ ಮಗು ಪ್ರತಿಭಾವಂತ ಆಗಬೇಕೆ?: [460, 1771, 597, 1785]
- article-reddy-headline: ರೆಡ್ಡಿ ಜನ ಸಂಘದಿಂದ ಶುದ್ಧ ಕುಡಿಯುವ ನೀರಿನ ಅರವಟಿಗೆ ಪ್ರಾರಂಭ: [74, 229, 408, 283]
- prize-hostel-label: Hostel Fee Free: [1112, 1964, 1195, 1977]
- ad2-bottom-row: [956, 2128, 1415, 2237]
- ad1-question3: ಬೇಸಿಗೆ ಶಿಬಿರ: [460, 1812, 510, 1826]
- teacher-photo: [847, 1649, 931, 1758]
- article-reddy-photo: [55, 329, 427, 570]
- stat-count: 52: [1399, 2156, 1411, 2167]
- ad1-medium: ಕನ್ನಡ ಮತ್ತು ಇಂಗ್ಲೀಷ್ ಮಾಧ್ಯಮದಲ್ಲಿ ಬೋಧನೆ: [559, 1971, 830, 1992]
- panel-members-in-photo: [861, 382, 1409, 470]
- prize-rank-suffix: nd: [1067, 1890, 1080, 1900]
- prize-rank-text: III: [1047, 1925, 1073, 1947]
- stat-row: [1237, 2189, 1411, 2200]
- ad1-owner-name: ಎಸ್. ಅಂಗಡಿಗೌಡ್ರು: [643, 1671, 755, 1691]
- exam-date-line3: 16 ಮಾರ್ಚ್: [967, 1931, 1022, 1945]
